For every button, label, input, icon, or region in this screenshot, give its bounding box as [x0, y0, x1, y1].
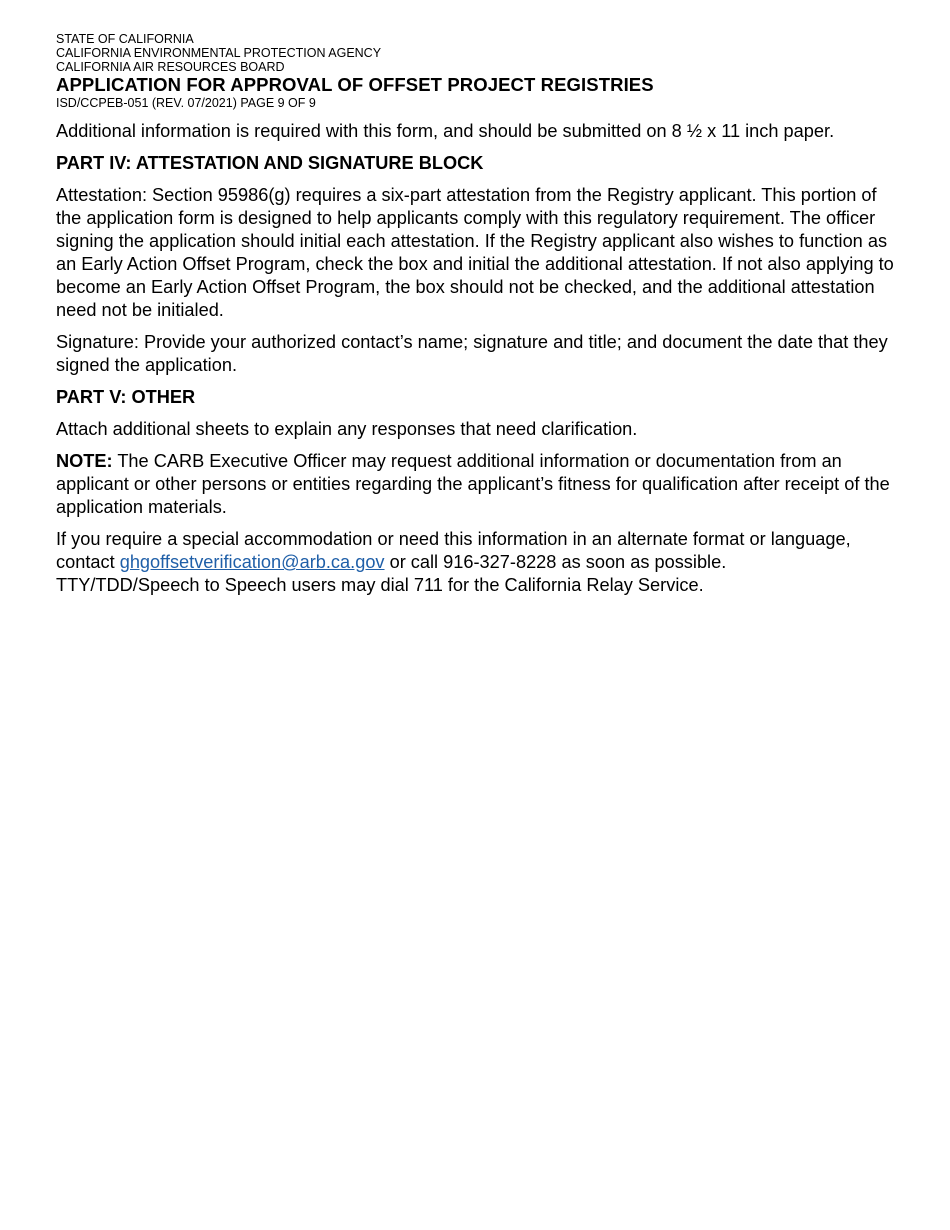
document-title: APPLICATION FOR APPROVAL OF OFFSET PROJECT REGISTRIES — [56, 74, 654, 95]
document-page — [56, 32, 896, 606]
accommodation-paragraph — [56, 528, 896, 597]
agency-line-carb: CALIFORNIA AIR RESOURCES BOARD — [56, 60, 285, 74]
agency-line-state: STATE OF CALIFORNIA — [56, 32, 194, 46]
note-label: NOTE: — [56, 451, 113, 471]
document-header — [56, 32, 896, 110]
note-text: The CARB Executive Officer may request additional information or documentation from an applicant or other persons or entities regarding the applicant’s fitness for qualification after receipt of the application materials. — [56, 451, 890, 517]
note-paragraph — [56, 450, 896, 519]
attestation-paragraph: Attestation: Section 95986(g) requires a six-part attestation from the Registry applicant. This portion of the application form is designed to help applicants comply with this regulatory requirement. The officer signing the application should initial each attestation. If the Registry applicant also wishes to function as an Early Action Offset Program, check the box and initial the additional attestation. If not also applying to become an Early Action Offset Program, the box should not be checked, and the additional attestation need not be initialed. — [56, 185, 894, 320]
signature-paragraph: Signature: Provide your authorized contact’s name; signature and title; and document the date that they signed the application. — [56, 332, 888, 375]
part-iv-heading: PART IV: ATTESTATION AND SIGNATURE BLOCK — [56, 153, 484, 173]
attach-paragraph: Attach additional sheets to explain any responses that need clarification. — [56, 419, 638, 439]
accommodation-text: If you require a special accommodation or need this information in an alternate format or language, contact — [56, 529, 851, 572]
contact-email-link[interactable]: ghgoffsetverification@arb.ca.gov — [119, 552, 385, 572]
intro-paragraph: Additional information is required with this form, and should be submitted on 8 ½ x 11 inch paper. — [56, 121, 835, 141]
agency-line-calepa: CALIFORNIA ENVIRONMENTAL PROTECTION AGENCY — [56, 46, 382, 60]
form-id: ISD/CCPEB-051 (REV. 07/2021) PAGE 9 OF 9 — [56, 96, 316, 110]
tty-line: TTY/TDD/Speech to Speech users may dial 711 for the California Relay Service. — [56, 575, 704, 595]
part-v-heading: PART V: OTHER — [56, 387, 196, 407]
accommodation-phone-text: or call 916-327-8228 as soon as possible. — [384, 552, 727, 572]
